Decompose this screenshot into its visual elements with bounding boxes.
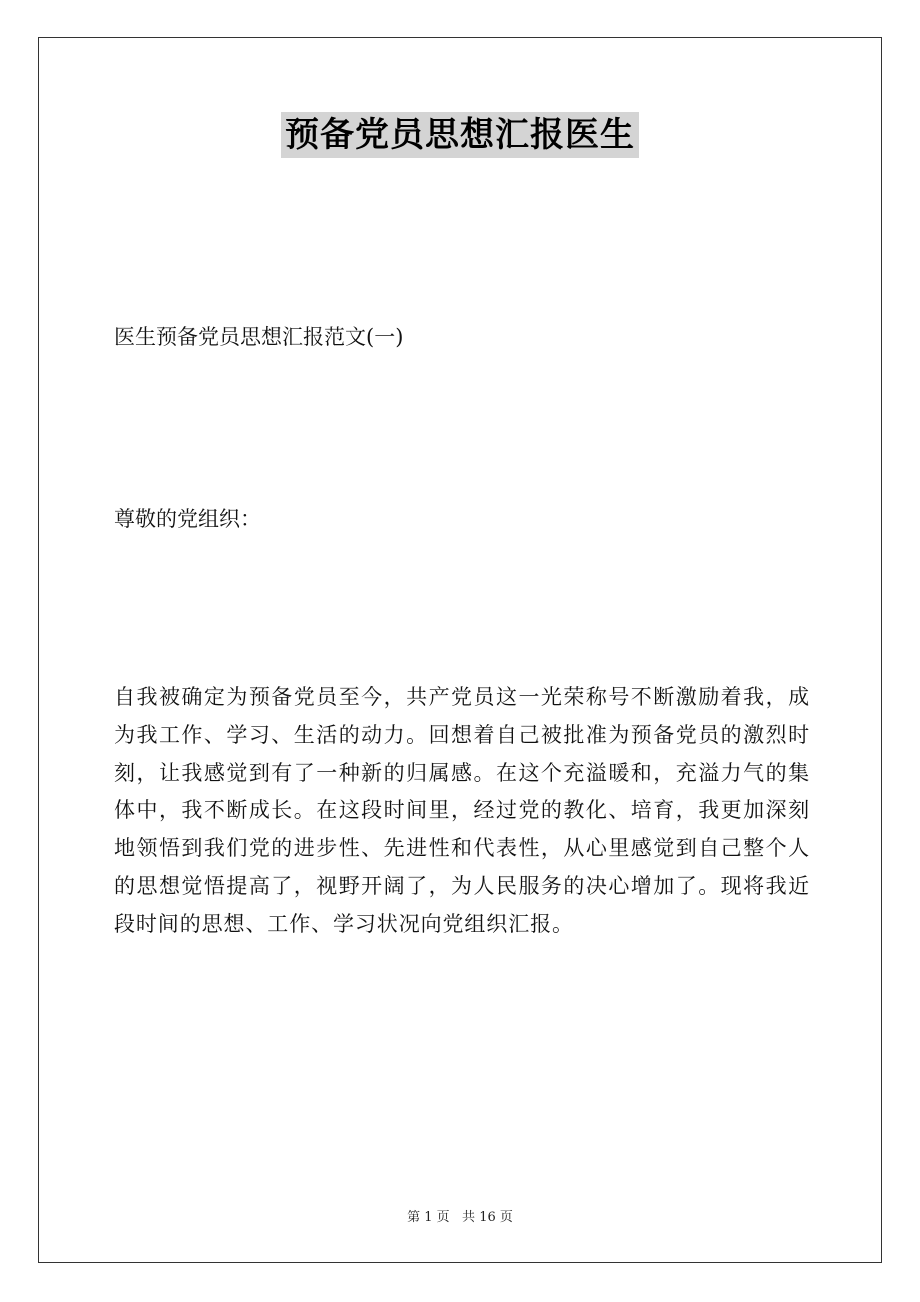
- document-title: 预备党员思想汇报医生: [281, 112, 639, 158]
- page-footer: 第 1 页 共 16 页: [407, 1210, 513, 1225]
- body-paragraph: 自我被确定为预备党员至今，共产党员这一光荣称号不断激励着我，成为我工作、学习、生活的动力。回想着自己被批准为预备党员的激烈时刻，让我感觉到有了一种新的归属感。在这个充溢暖和，充溢力气的集体中，我不断成长。在这段时间里，经过党的教化、培育，我更加深刻地领悟到我们党的进步性、先进性和代表性，从心里感觉到自己整个人的思想觉悟提高了，视野开阔了，为人民服务的决心增加了。现将我近段时间的思想、工作、学习状况向党组织汇报。: [114, 685, 810, 936]
- document-subtitle: 医生预备党员思想汇报范文(一): [114, 325, 404, 349]
- page-border: [38, 37, 882, 1263]
- salutation: 尊敬的党组织：: [114, 507, 261, 531]
- title-container: [0, 112, 920, 158]
